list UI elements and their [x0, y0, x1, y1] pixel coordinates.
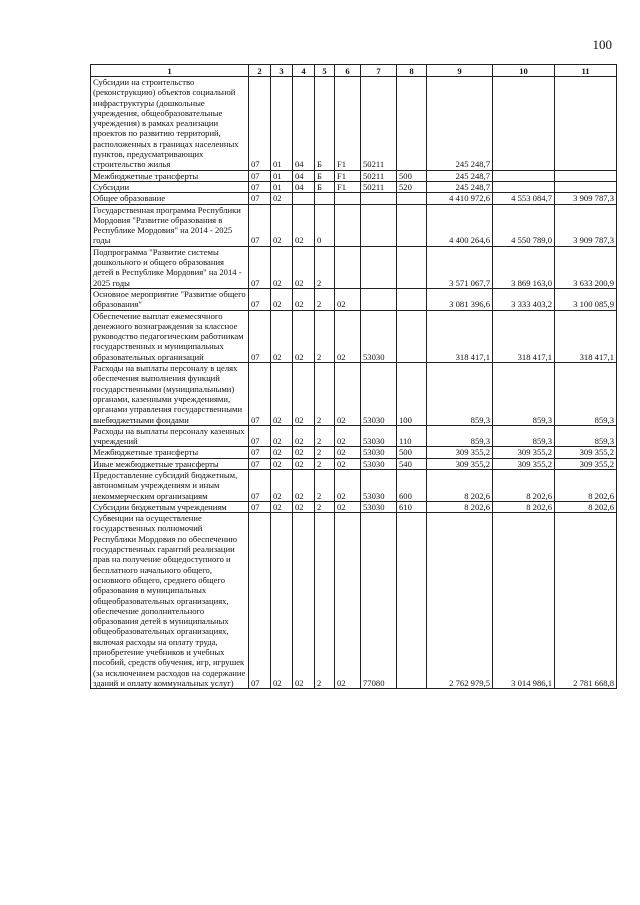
code-cell: 07 [249, 469, 271, 501]
code-cell: 500 [397, 447, 427, 458]
amount-cell [555, 181, 617, 192]
code-cell: 02 [293, 425, 315, 447]
code-cell: 07 [249, 310, 271, 362]
code-cell: 07 [249, 458, 271, 469]
code-cell: 02 [335, 458, 361, 469]
code-cell: 0 [315, 204, 335, 246]
code-cell: 02 [293, 501, 315, 512]
code-cell: 02 [271, 501, 293, 512]
amount-cell: 859,3 [555, 363, 617, 426]
row-name-cell: Расходы на выплаты персоналу казенных учреждений [91, 425, 249, 447]
code-cell: 07 [249, 77, 271, 171]
table-row [91, 310, 617, 362]
code-cell [361, 288, 397, 310]
code-cell: 04 [293, 77, 315, 171]
code-cell: F1 [335, 170, 361, 181]
amount-cell: 318 417,1 [555, 310, 617, 362]
code-cell: 04 [293, 170, 315, 181]
code-cell: 53030 [361, 425, 397, 447]
code-cell: 02 [293, 246, 315, 288]
amount-cell: 309 355,2 [493, 447, 555, 458]
code-cell: 07 [249, 246, 271, 288]
row-name-cell: Субсидии [91, 181, 249, 192]
code-cell: 01 [271, 77, 293, 171]
amount-cell: 8 202,6 [555, 469, 617, 501]
amount-cell: 245 248,7 [427, 181, 493, 192]
amount-cell: 3 909 787,3 [555, 193, 617, 204]
code-cell: 02 [335, 501, 361, 512]
code-cell: 07 [249, 170, 271, 181]
amount-cell: 245 248,7 [427, 77, 493, 171]
row-name-cell: Основное мероприятие "Развитие общего образования" [91, 288, 249, 310]
row-name-cell: Общее образование [91, 193, 249, 204]
column-header: 6 [335, 65, 361, 77]
code-cell: 2 [315, 501, 335, 512]
code-cell: 07 [249, 193, 271, 204]
code-cell: 02 [293, 469, 315, 501]
row-name-cell: Межбюджетные трансферты [91, 170, 249, 181]
code-cell [397, 310, 427, 362]
table-row [91, 246, 617, 288]
code-cell [315, 193, 335, 204]
column-header: 9 [427, 65, 493, 77]
code-cell: 2 [315, 425, 335, 447]
code-cell: 53030 [361, 363, 397, 426]
code-cell: 610 [397, 501, 427, 512]
amount-cell: 318 417,1 [427, 310, 493, 362]
code-cell [335, 193, 361, 204]
amount-cell: 309 355,2 [427, 458, 493, 469]
row-name-cell: Обеспечение выплат ежемесячного денежного вознаграждения за классное руководство педагогическим работникам государственных и муниципальных образовательных организаций [91, 310, 249, 362]
table-row [91, 193, 617, 204]
code-cell: 01 [271, 181, 293, 192]
amount-cell: 3 633 200,9 [555, 246, 617, 288]
amount-cell: 309 355,2 [555, 458, 617, 469]
code-cell: 2 [315, 513, 335, 689]
amount-cell: 8 202,6 [427, 501, 493, 512]
code-cell: 02 [271, 458, 293, 469]
amount-cell: 245 248,7 [427, 170, 493, 181]
amount-cell: 8 202,6 [427, 469, 493, 501]
amount-cell [555, 170, 617, 181]
code-cell: 02 [335, 469, 361, 501]
code-cell [397, 288, 427, 310]
amount-cell: 859,3 [493, 363, 555, 426]
code-cell [361, 246, 397, 288]
code-cell: 02 [271, 193, 293, 204]
column-header: 4 [293, 65, 315, 77]
amount-cell: 8 202,6 [493, 469, 555, 501]
amount-cell: 3 014 986,1 [493, 513, 555, 689]
amount-cell [493, 77, 555, 171]
code-cell: 02 [335, 447, 361, 458]
amount-cell: 309 355,2 [427, 447, 493, 458]
budget-table [90, 64, 617, 689]
code-cell: 02 [293, 458, 315, 469]
code-cell: 02 [335, 310, 361, 362]
table-row [91, 501, 617, 512]
table-row [91, 363, 617, 426]
amount-cell: 3 333 403,2 [493, 288, 555, 310]
code-cell: 53030 [361, 447, 397, 458]
code-cell: 02 [271, 204, 293, 246]
code-cell: 02 [293, 447, 315, 458]
amount-cell: 2 781 668,8 [555, 513, 617, 689]
code-cell: 02 [293, 288, 315, 310]
amount-cell: 4 410 972,6 [427, 193, 493, 204]
amount-cell: 8 202,6 [493, 501, 555, 512]
row-name-cell: Субсидии бюджетным учреждениям [91, 501, 249, 512]
code-cell [335, 204, 361, 246]
amount-cell: 309 355,2 [555, 447, 617, 458]
code-cell: 07 [249, 513, 271, 689]
table-row [91, 425, 617, 447]
code-cell: 53030 [361, 501, 397, 512]
code-cell: 53030 [361, 310, 397, 362]
row-name-cell: Межбюджетные трансферты [91, 447, 249, 458]
amount-cell: 4 550 789,0 [493, 204, 555, 246]
code-cell: 07 [249, 204, 271, 246]
code-cell: 02 [335, 425, 361, 447]
amount-cell: 4 400 264,6 [427, 204, 493, 246]
table-row [91, 447, 617, 458]
amount-cell [493, 170, 555, 181]
column-header: 7 [361, 65, 397, 77]
column-header: 8 [397, 65, 427, 77]
code-cell: 02 [293, 363, 315, 426]
code-cell: 100 [397, 363, 427, 426]
column-header: 11 [555, 65, 617, 77]
code-cell: 02 [293, 513, 315, 689]
code-cell: 02 [335, 288, 361, 310]
table-body [91, 77, 617, 689]
table-row [91, 288, 617, 310]
code-cell: Б [315, 77, 335, 171]
code-cell: 53030 [361, 458, 397, 469]
code-cell: 02 [271, 310, 293, 362]
code-cell: 07 [249, 181, 271, 192]
code-cell: 02 [271, 513, 293, 689]
amount-cell [555, 77, 617, 171]
code-cell: 2 [315, 363, 335, 426]
code-cell [397, 204, 427, 246]
code-cell: 02 [271, 246, 293, 288]
code-cell: 07 [249, 425, 271, 447]
amount-cell: 309 355,2 [493, 458, 555, 469]
column-header: 2 [249, 65, 271, 77]
code-cell: 07 [249, 363, 271, 426]
code-cell: F1 [335, 77, 361, 171]
table-row [91, 458, 617, 469]
amount-cell: 3 571 067,7 [427, 246, 493, 288]
code-cell [361, 193, 397, 204]
row-name-cell: Расходы на выплаты персоналу в целях обеспечения выполнения функций государственными (муниципальными) органами, казенными учреждениями, органами управления государственными внебюджетными фондами [91, 363, 249, 426]
code-cell: 110 [397, 425, 427, 447]
table-row [91, 77, 617, 171]
code-cell [397, 193, 427, 204]
amount-cell: 859,3 [493, 425, 555, 447]
column-header: 3 [271, 65, 293, 77]
amount-cell: 3 100 085,9 [555, 288, 617, 310]
code-cell: Б [315, 170, 335, 181]
code-cell: 50211 [361, 170, 397, 181]
code-cell: 02 [335, 363, 361, 426]
column-header: 5 [315, 65, 335, 77]
amount-cell: 4 553 084,7 [493, 193, 555, 204]
code-cell [361, 204, 397, 246]
amount-cell: 3 909 787,3 [555, 204, 617, 246]
code-cell: Б [315, 181, 335, 192]
amount-cell: 3 869 163,0 [493, 246, 555, 288]
code-cell [293, 193, 315, 204]
code-cell: F1 [335, 181, 361, 192]
column-header: 1 [91, 65, 249, 77]
code-cell [397, 246, 427, 288]
table-row [91, 204, 617, 246]
code-cell [397, 77, 427, 171]
code-cell: 520 [397, 181, 427, 192]
code-cell: 77080 [361, 513, 397, 689]
amount-cell: 8 202,6 [555, 501, 617, 512]
code-cell: 02 [293, 204, 315, 246]
code-cell: 540 [397, 458, 427, 469]
code-cell: 2 [315, 310, 335, 362]
amount-cell: 859,3 [427, 363, 493, 426]
amount-cell: 3 081 396,6 [427, 288, 493, 310]
amount-cell: 859,3 [555, 425, 617, 447]
code-cell: 04 [293, 181, 315, 192]
row-name-cell: Подпрограмма "Развитие системы дошкольного и общего образования детей в Республике Мордовия" на 2014 - 2025 годы [91, 246, 249, 288]
code-cell: 02 [293, 310, 315, 362]
code-cell: 2 [315, 469, 335, 501]
row-name-cell: Субсидии на строительство (реконструкцию) объектов социальной инфраструктуры (дошкольные учреждения, общеобразовательные учреждения) в рамках реализации проектов по развитию территорий, расположенных в границах населенных пунктов, предусматривающих строительство жилья [91, 77, 249, 171]
code-cell: 07 [249, 447, 271, 458]
row-name-cell: Предоставление субсидий бюджетным, автономным учреждениям и иным некоммерческим организациям [91, 469, 249, 501]
row-name-cell: Иные межбюджетные трансферты [91, 458, 249, 469]
code-cell: 53030 [361, 469, 397, 501]
code-cell: 2 [315, 288, 335, 310]
code-cell: 07 [249, 501, 271, 512]
code-cell: 01 [271, 170, 293, 181]
table-row [91, 513, 617, 689]
code-cell: 2 [315, 458, 335, 469]
code-cell: 02 [271, 363, 293, 426]
code-cell [335, 246, 361, 288]
code-cell: 600 [397, 469, 427, 501]
code-cell: 2 [315, 447, 335, 458]
table-row [91, 181, 617, 192]
table-header-row [91, 65, 617, 77]
code-cell: 02 [271, 288, 293, 310]
code-cell: 2 [315, 246, 335, 288]
amount-cell: 859,3 [427, 425, 493, 447]
code-cell: 50211 [361, 77, 397, 171]
code-cell [397, 513, 427, 689]
page-number: 100 [592, 37, 612, 52]
amount-cell [493, 181, 555, 192]
code-cell: 50211 [361, 181, 397, 192]
code-cell: 02 [271, 469, 293, 501]
amount-cell: 2 762 979,5 [427, 513, 493, 689]
code-cell: 07 [249, 288, 271, 310]
code-cell: 02 [271, 447, 293, 458]
column-header: 10 [493, 65, 555, 77]
code-cell: 02 [335, 513, 361, 689]
row-name-cell: Субвенции на осуществление государственных полномочий Республики Мордовия по обеспечению государственных гарантий реализации прав на получение общедоступного и бесплатного начального общего, основного общего, среднего общего образования в муниципальных общеобразовательных организациях, обеспечение дополнительного образования детей в муниципальных общеобразовательных организациях, включая расходы на оплату труда, приобретение учебников и учебных пособий, средств обучения, игр, игрушек (за исключением расходов на содержание зданий и оплату коммунальных услуг) [91, 513, 249, 689]
code-cell: 500 [397, 170, 427, 181]
code-cell: 02 [271, 425, 293, 447]
amount-cell: 318 417,1 [493, 310, 555, 362]
table-row [91, 469, 617, 501]
row-name-cell: Государственная программа Республики Мордовия "Развитие образования в Республике Мордовия" на 2014 - 2025 годы [91, 204, 249, 246]
table-row [91, 170, 617, 181]
